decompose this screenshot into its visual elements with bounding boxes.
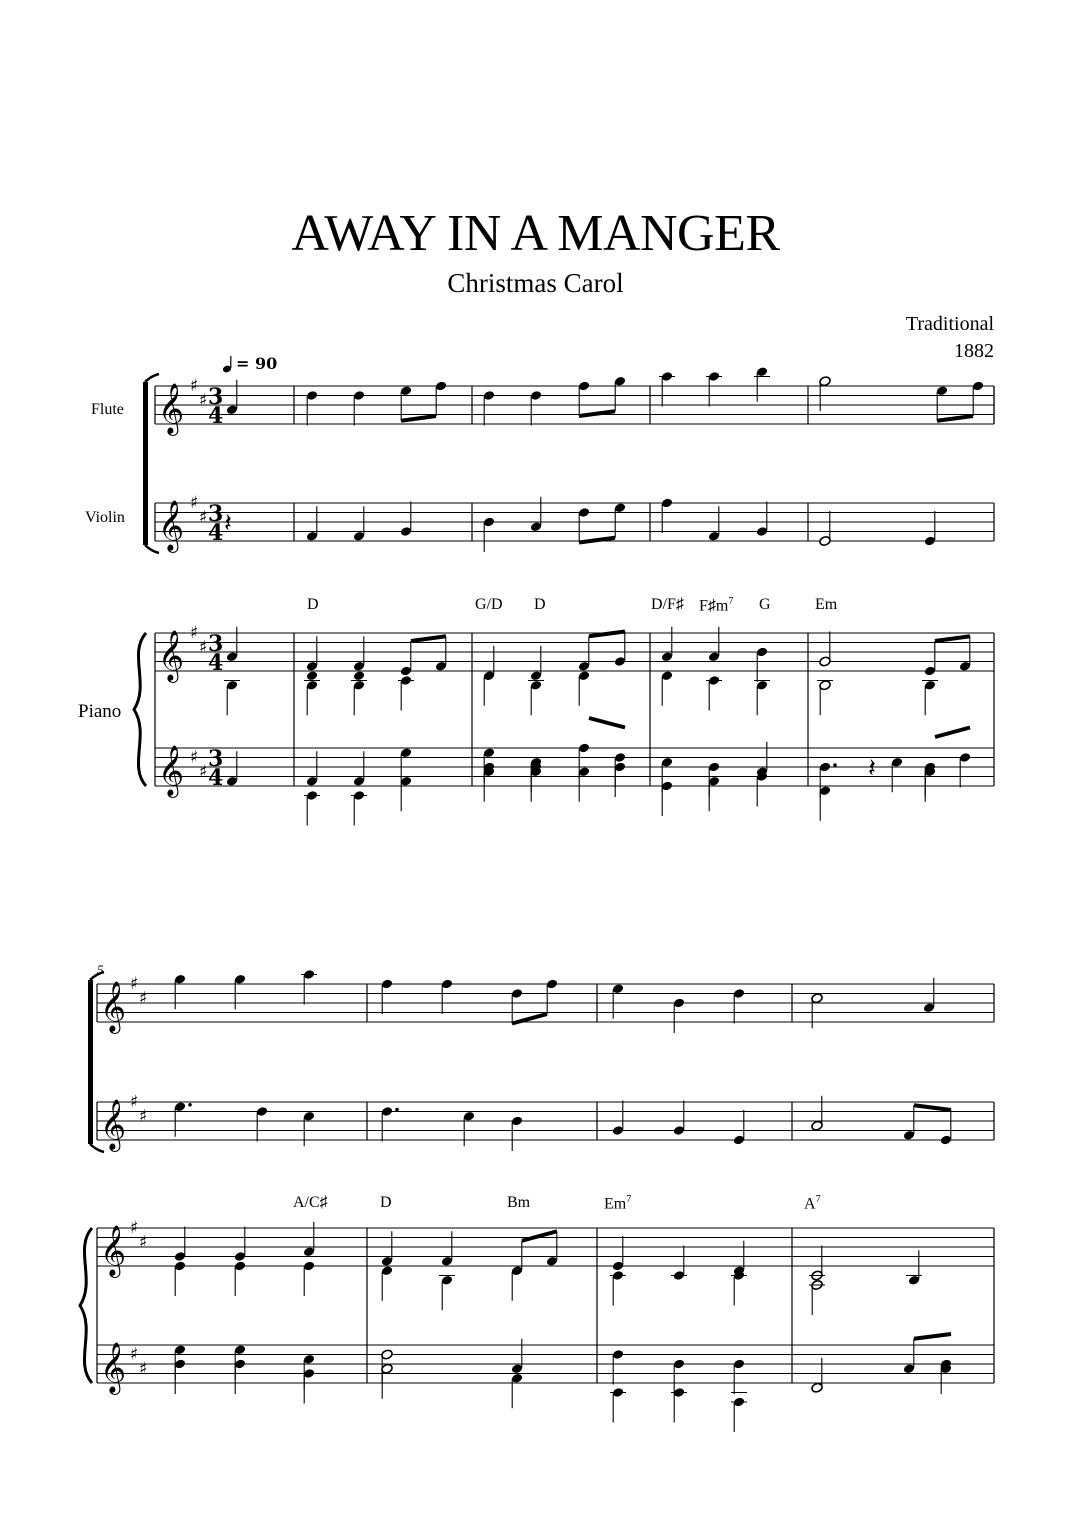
composition-year: 1882: [954, 340, 994, 362]
score-subtitle: Christmas Carol: [447, 268, 624, 298]
chord-symbol: $A^7$: [804, 1194, 821, 1213]
sharp-icon: ♯: [139, 1232, 148, 1253]
beam: [411, 636, 446, 641]
beam: [579, 538, 615, 543]
chord-symbol: D: [534, 596, 546, 613]
chord-symbol: D: [307, 596, 319, 613]
sharp-icon: ♯: [199, 390, 208, 411]
bracket-icon: [143, 382, 148, 545]
time-signature-denominator: 4: [208, 765, 224, 791]
piano-label: Piano: [78, 701, 122, 722]
beam: [589, 718, 625, 728]
bracket-icon: [90, 972, 104, 980]
time-signature-numerator: 3: [208, 384, 224, 410]
beam: [914, 1105, 951, 1110]
chord-symbol: Em$^7$: [604, 1194, 632, 1213]
sharp-icon: ♯: [130, 1092, 139, 1112]
chord-symbol: A/C♯: [293, 1194, 328, 1211]
treble-clef-icon: 𝄞: [100, 981, 127, 1032]
chord-symbol: Em: [815, 596, 838, 613]
chord-symbol: G/D: [475, 596, 503, 613]
beam: [522, 1231, 557, 1241]
beam: [401, 416, 436, 421]
time-signature-denominator: 4: [208, 520, 224, 546]
brace-icon: [80, 1228, 92, 1383]
chord-symbol: Bm: [507, 1194, 531, 1211]
violin-label: Violin: [85, 509, 125, 526]
chord-symbol: $F♯m^7$: [699, 596, 734, 615]
treble-clef-icon: 𝄞: [100, 1225, 127, 1276]
dot: [833, 763, 837, 767]
dot: [395, 1108, 399, 1112]
treble-clef-icon: 𝄞: [158, 500, 185, 551]
sharp-icon: ♯: [130, 974, 139, 994]
bracket-icon: [145, 374, 159, 382]
quarter-rest-icon: 𝄽: [224, 508, 232, 539]
beam: [935, 636, 970, 641]
beam: [935, 728, 970, 738]
treble-clef-icon: 𝄞: [158, 383, 185, 434]
chord-symbol: G: [759, 596, 771, 613]
flute-label: Flute: [91, 401, 124, 418]
bracket-icon: [88, 980, 93, 1144]
treble-clef-icon: 𝄞: [100, 1342, 127, 1393]
beam: [589, 632, 625, 637]
sharp-icon: ♯: [190, 747, 199, 768]
tempo-marking: = 90: [236, 354, 278, 373]
time-signature-numerator: 3: [208, 631, 224, 657]
bracket-icon: [145, 545, 159, 553]
sharp-icon: ♯: [139, 1358, 148, 1379]
treble-clef-icon: 𝄞: [158, 745, 185, 796]
treble-clef-icon: 𝄞: [100, 1099, 127, 1150]
sharp-icon: ♯: [130, 1344, 139, 1365]
time-signature-denominator: 4: [208, 403, 224, 429]
sharp-icon: ♯: [139, 988, 148, 1009]
beam: [579, 411, 615, 416]
sharp-icon: ♯: [199, 637, 208, 658]
sharp-icon: ♯: [139, 1106, 148, 1127]
quarter-note: [353, 670, 366, 681]
time-signature-numerator: 3: [208, 746, 224, 772]
score-title: AWAY IN A MANGER: [291, 205, 780, 262]
time-signature-numerator: 3: [208, 501, 224, 527]
sharp-icon: ♯: [199, 761, 208, 782]
sharp-icon: ♯: [190, 623, 199, 643]
dot: [188, 1103, 192, 1107]
quarter-rest-icon: 𝄽: [868, 753, 876, 784]
sharp-icon: ♯: [190, 376, 199, 396]
brace-icon: [134, 633, 146, 786]
sharp-icon: ♯: [199, 507, 208, 528]
chord-symbol: D: [380, 1194, 392, 1211]
time-signature-denominator: 4: [208, 650, 224, 676]
beam: [914, 1334, 951, 1339]
treble-clef-icon: 𝄞: [158, 630, 185, 681]
measure-number: 5: [97, 962, 104, 977]
sharp-icon: ♯: [190, 493, 199, 513]
chord-symbol: D/F♯: [651, 596, 684, 613]
beam: [937, 416, 973, 421]
sharp-icon: ♯: [130, 1218, 139, 1238]
quarter-note: [306, 670, 319, 681]
composer: Traditional: [905, 313, 994, 335]
